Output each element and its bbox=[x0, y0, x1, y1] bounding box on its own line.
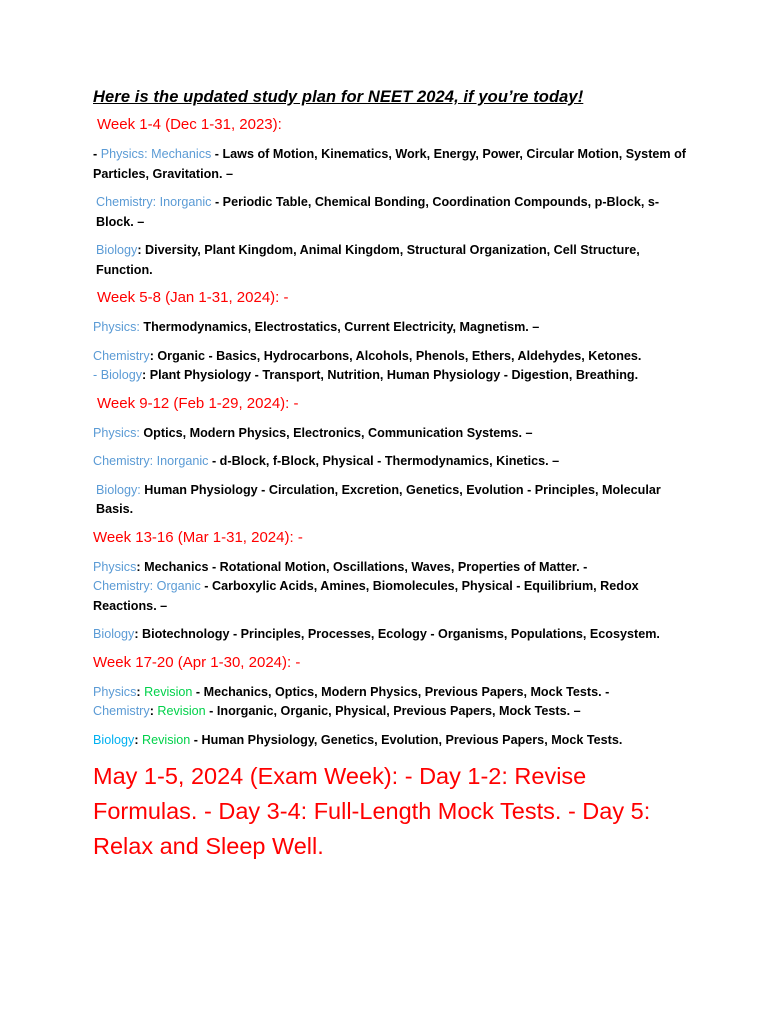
revision-label: Revision bbox=[144, 684, 193, 699]
subject-label: Physics: bbox=[93, 320, 140, 334]
subject-label: Chemistry: Inorganic bbox=[93, 454, 209, 468]
subject-label: Chemistry bbox=[93, 704, 150, 718]
item-prefix: - bbox=[93, 147, 101, 161]
item-text: : Plant Physiology - Transport, Nutrition, Human Physiology - Digestion, Breathing. bbox=[142, 368, 639, 382]
subject-label: Physics bbox=[93, 559, 137, 574]
week-heading: Week 1-4 (Dec 1-31, 2023): bbox=[97, 116, 282, 133]
item-text: : Diversity, Plant Kingdom, Animal Kingdom, Structural Organization, Cell Structure, Function. bbox=[96, 243, 640, 277]
item-text: : Mechanics - Rotational Motion, Oscillations, Waves, Properties of Matter. - bbox=[136, 559, 588, 574]
item-text: : Biotechnology - Principles, Processes, Ecology - Organisms, Populations, Ecosystem. bbox=[134, 627, 660, 641]
item-text: Thermodynamics, Electrostatics, Current Electricity, Magnetism. – bbox=[139, 320, 540, 334]
study-item-biology bbox=[93, 366, 693, 386]
study-item-biology bbox=[93, 625, 693, 645]
subject-label: Physics bbox=[93, 684, 137, 699]
study-item-chemistry bbox=[93, 347, 693, 367]
study-item-biology bbox=[93, 481, 693, 520]
week-heading: Week 9-12 (Feb 1-29, 2024): - bbox=[97, 394, 299, 412]
item-text: - Periodic Table, Chemical Bonding, Coordination Compounds, p-Block, s-Block. – bbox=[96, 195, 660, 229]
item-text: : Organic - Basics, Hydrocarbons, Alcohols, Phenols, Ethers, Aldehydes, Ketones. bbox=[149, 348, 642, 363]
study-item-biology bbox=[93, 241, 693, 280]
study-item-physics bbox=[93, 558, 693, 578]
subject-label: Physics: Mechanics bbox=[100, 147, 212, 161]
week-heading: Week 17-20 (Apr 1-30, 2024): - bbox=[93, 653, 301, 671]
subject-label: Chemistry bbox=[93, 348, 150, 363]
study-item-chemistry bbox=[93, 452, 693, 472]
subject-label: Biology bbox=[96, 243, 138, 257]
revision-label: Revision bbox=[142, 732, 191, 747]
week-heading: Week 13-16 (Mar 1-31, 2024): - bbox=[93, 528, 303, 546]
subject-label: - Biology bbox=[93, 368, 142, 382]
exam-week-plan: May 1-5, 2024 (Exam Week): - Day 1-2: Revise Formulas. - Day 3-4: Full-Length Mock Tests. - Day 5: Relax and Sleep Well. bbox=[93, 763, 651, 859]
item-text: - Human Physiology, Genetics, Evolution, Previous Papers, Mock Tests. bbox=[190, 732, 623, 747]
subject-colon: : bbox=[149, 704, 158, 718]
subject-label: Biology bbox=[93, 732, 135, 747]
item-text: - Laws of Motion, Kinematics, Work, Energy, Power, Circular Motion, System of Particles, Gravitation. – bbox=[93, 147, 686, 181]
item-text: Optics, Modern Physics, Electronics, Communication Systems. – bbox=[139, 425, 533, 440]
revision-label: Revision bbox=[157, 704, 206, 718]
study-item-biology bbox=[93, 731, 693, 751]
subject-colon: : bbox=[136, 684, 145, 699]
study-item-physics bbox=[93, 683, 693, 703]
subject-label: Physics: bbox=[93, 425, 140, 440]
subject-label: Biology bbox=[93, 627, 135, 641]
study-item-physics bbox=[93, 424, 693, 444]
item-text: - Carboxylic Acids, Amines, Biomolecules, Physical - Equilibrium, Redox Reactions. – bbox=[93, 579, 639, 613]
study-item-physics bbox=[93, 318, 693, 338]
week-heading: Week 5-8 (Jan 1-31, 2024): - bbox=[97, 289, 289, 306]
item-text: - Mechanics, Optics, Modern Physics, Previous Papers, Mock Tests. - bbox=[192, 684, 610, 699]
item-text: - Inorganic, Organic, Physical, Previous Papers, Mock Tests. – bbox=[205, 704, 581, 718]
subject-label: Biology: bbox=[96, 482, 141, 497]
study-item-chemistry bbox=[93, 702, 693, 722]
study-item-chemistry bbox=[93, 577, 693, 616]
page-title: Here is the updated study plan for NEET 2024, if you’re today! bbox=[93, 88, 584, 106]
subject-colon: : bbox=[134, 732, 143, 747]
document-page bbox=[93, 88, 693, 864]
study-item-physics bbox=[93, 145, 693, 184]
item-text: - d-Block, f-Block, Physical - Thermodynamics, Kinetics. – bbox=[208, 454, 560, 468]
item-text: Human Physiology - Circulation, Excretion, Genetics, Evolution - Principles, Molecular Basis. bbox=[96, 482, 661, 516]
subject-label: Chemistry: Organic bbox=[93, 579, 201, 593]
subject-label: Chemistry: Inorganic bbox=[96, 195, 212, 209]
study-item-chemistry bbox=[93, 193, 693, 232]
